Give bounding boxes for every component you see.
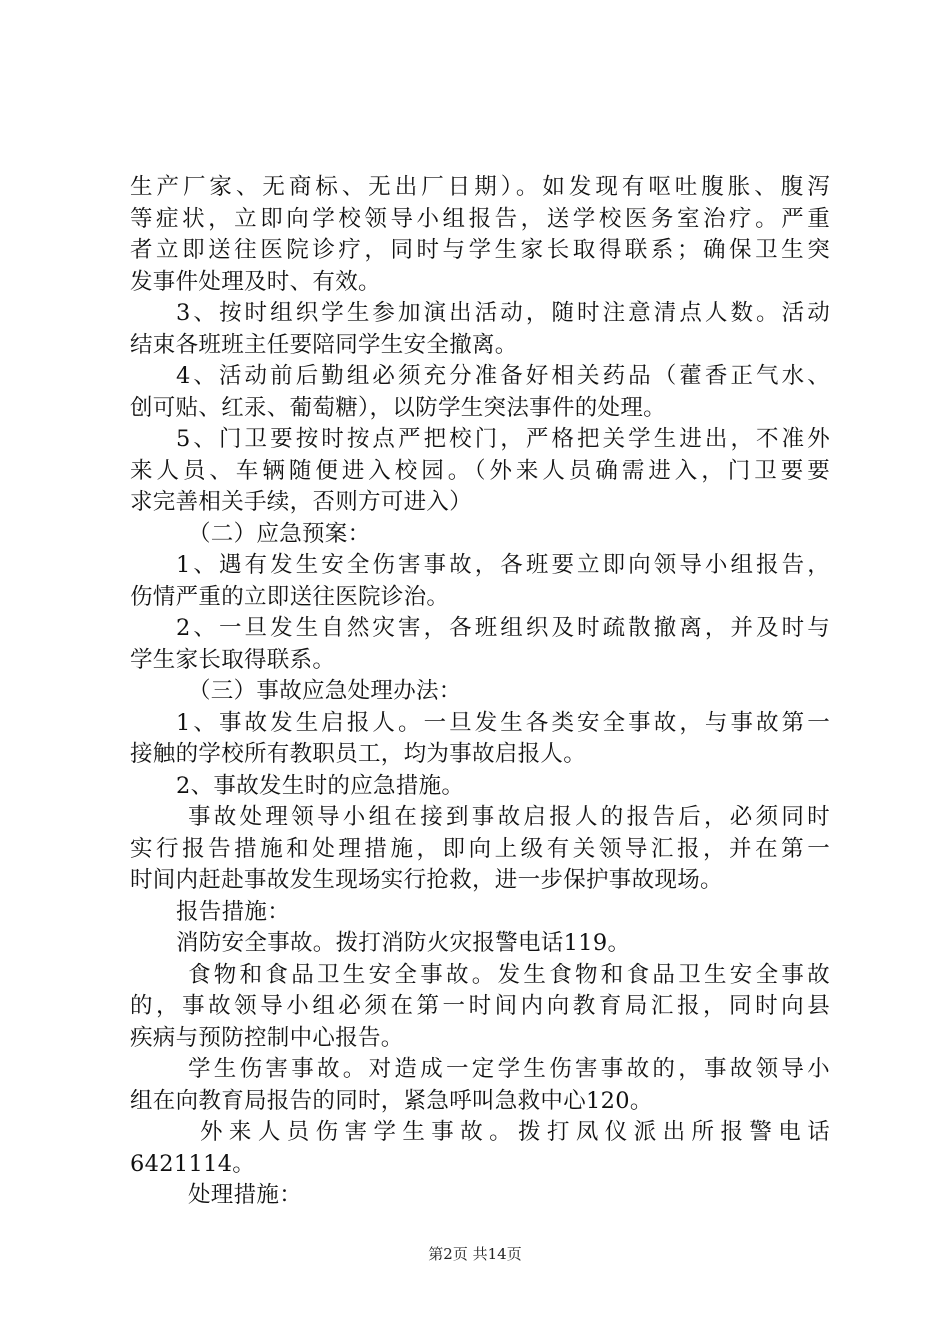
text-line: 接触的学校所有教职员工，均为事故启报人。 bbox=[130, 741, 587, 767]
text-line: 学生家长取得联系。 bbox=[130, 646, 336, 673]
text-line: 6421114。 bbox=[130, 1150, 256, 1177]
paragraph-5-line: 5、门卫要按时按点严把校门，严格把关学生进出，不准外 bbox=[176, 426, 830, 452]
student-injury-line: 学生伤害事故。对造成一定学生伤害事故的，事故领导小 bbox=[188, 1056, 830, 1082]
paragraph-4-line: 4、活动前后勤组必须充分准备好相关药品（藿香正气水、 bbox=[176, 363, 830, 389]
text-line: 时间内赶赴事故发生现场实行抢救，进一步保护事故现场。 bbox=[130, 867, 723, 893]
text-line: 疾病与预防控制中心报告。 bbox=[130, 1024, 404, 1051]
text-line: 者立即送往医院诊疗，同时与学生家长取得联系；确保卫生突 bbox=[130, 237, 830, 263]
handling-item-1-line: 1、事故发生启报人。一旦发生各类安全事故，与事故第一 bbox=[176, 709, 830, 736]
text-line: 组在向教育局报告的同时，紧急呼叫急救中心120。 bbox=[130, 1087, 653, 1114]
document-body bbox=[130, 172, 830, 1212]
plan-item-2-line: 2、一旦发生自然灾害，各班组织及时疏散撤离，并及时与 bbox=[176, 615, 830, 641]
food-safety-line: 食物和食品卫生安全事故。发生食物和食品卫生安全事故 bbox=[188, 961, 830, 988]
text-line: 来人员、车辆随便进入校园。（外来人员确需进入，门卫要要 bbox=[130, 457, 830, 484]
text-line: 等症状，立即向学校领导小组报告，送学校医务室治疗。严重 bbox=[130, 205, 830, 232]
text-line: 伤情严重的立即送往医院诊治。 bbox=[130, 583, 450, 610]
text-line: 创可贴、红汞、葡萄糖），以防学生突法事件的处理。 bbox=[130, 394, 666, 421]
page-footer: 第2页 共14页 bbox=[428, 1245, 522, 1263]
handling-measures-heading: 处理措施： bbox=[188, 1182, 303, 1208]
report-measures-heading: 报告措施： bbox=[176, 898, 291, 925]
fire-accident-line: 消防安全事故。拨打消防火灾报警电话119。 bbox=[176, 930, 631, 956]
text-line: 发事件处理及时、有效。 bbox=[130, 268, 381, 295]
text-line: 事故处理领导小组在接到事故启报人的报告后，必须同时 bbox=[188, 804, 830, 830]
handling-item-2-line: 2、事故发生时的应急措施。 bbox=[176, 772, 465, 799]
section-heading-emergency-plan: （二）应急预案： bbox=[188, 520, 371, 547]
section-heading-accident-handling: （三）事故应急处理办法： bbox=[188, 678, 462, 704]
plan-item-1-line: 1、遇有发生安全伤害事故，各班要立即向领导小组报告， bbox=[176, 552, 830, 578]
text-line: 的，事故领导小组必须在第一时间内向教育局汇报，同时向县 bbox=[130, 993, 830, 1019]
paragraph-3-line: 3、按时组织学生参加演出活动，随时注意清点人数。活动 bbox=[176, 300, 830, 326]
text-line: 生产厂家、无商标、无出厂日期）。如发现有呕吐腹胀、腹泻 bbox=[130, 174, 830, 200]
text-line: 结束各班班主任要陪同学生安全撤离。 bbox=[130, 331, 518, 358]
outsider-injury-line: 外来人员伤害学生事故。拨打凤仪派出所报警电话 bbox=[200, 1119, 830, 1145]
text-line: 实行报告措施和处理措施，即向上级有关领导汇报，并在第一 bbox=[130, 835, 830, 862]
text-line: 求完善相关手续，否则方可进入） bbox=[130, 489, 473, 515]
